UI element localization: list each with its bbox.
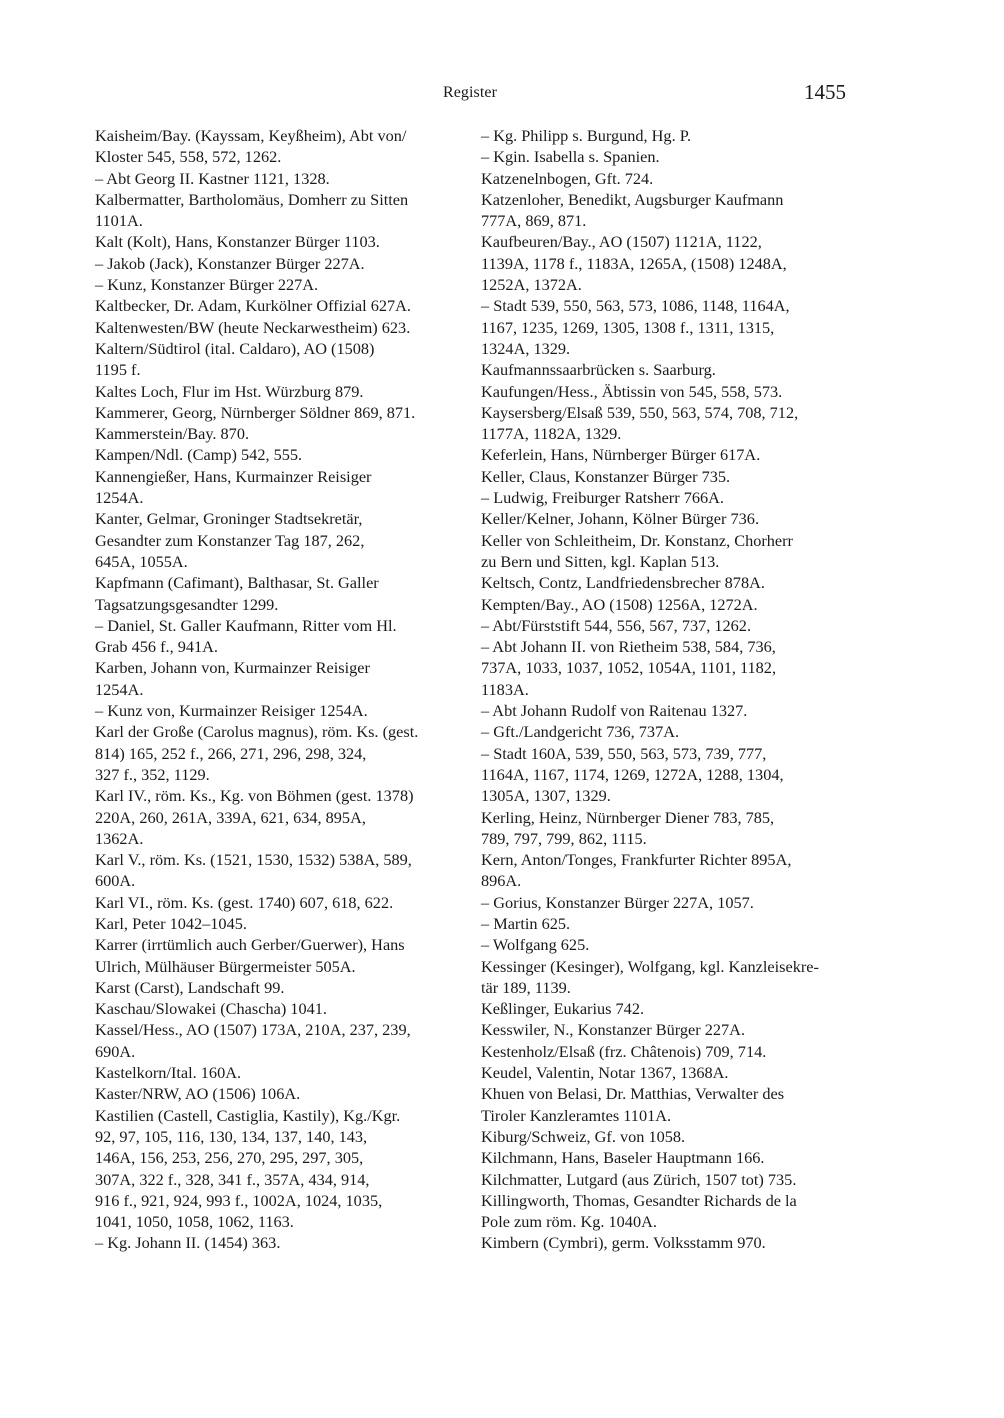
index-entry: [481, 1019, 853, 1040]
index-entry-line: – Stadt 160A, 539, 550, 563, 573, 739, 777,: [481, 743, 767, 763]
index-entry-line: 1177A, 1182A, 1329.: [481, 424, 622, 444]
index-entry-line: Katzenelnbogen, Gft. 724.: [481, 168, 654, 188]
index-entry: [95, 1019, 467, 1062]
index-entry-line: 916 f., 921, 924, 993 f., 1002A, 1024, 1035,: [95, 1190, 383, 1210]
index-entry-line: 92, 97, 105, 116, 130, 134, 137, 140, 143,: [95, 1126, 368, 1146]
index-entry-line: Kaltern/Südtirol (ital. Caldaro), AO (1508): [95, 338, 375, 358]
index-entry: [95, 338, 467, 381]
index-entry: [481, 359, 853, 380]
page-number: 1455: [804, 80, 846, 104]
index-entry: [95, 274, 467, 295]
index-entry: [481, 615, 853, 636]
index-entry-line: Karben, Johann von, Kurmainzer Reisiger: [95, 658, 370, 678]
running-title: Register: [442, 84, 498, 101]
index-entry-line: – Abt Johann II. von Rietheim 538, 584, 736,: [481, 637, 776, 657]
index-entry: [481, 1083, 853, 1126]
index-entry-line: – Gft./Landgericht 736, 737A.: [481, 722, 680, 742]
index-entry: [481, 530, 853, 573]
index-entry: [481, 934, 853, 955]
index-entry-line: 1324A, 1329.: [481, 338, 571, 358]
index-entry-line: – Stadt 539, 550, 563, 573, 1086, 1148, 1164A,: [481, 296, 790, 316]
index-entry-line: Grab 456 f., 941A.: [95, 637, 218, 657]
index-entry-line: 1101A.: [95, 211, 143, 231]
index-entry: [95, 1232, 467, 1253]
index-entry-line: 1139A, 1178 f., 1183A, 1265A, (1508) 1248A,: [481, 253, 787, 273]
index-entry: [481, 146, 853, 167]
index-entry-line: Keltsch, Contz, Landfriedensbrecher 878A.: [481, 573, 765, 593]
index-entry-line: Kilchmatter, Lutgard (aus Zürich, 1507 tot) 735.: [481, 1169, 797, 1189]
index-entry-line: Keller/Kelner, Johann, Kölner Bürger 736.: [481, 509, 760, 529]
index-entry: [481, 125, 853, 146]
index-entry-line: Kesswiler, N., Konstanzer Bürger 227A.: [481, 1020, 746, 1040]
index-entry-line: Kiburg/Schweiz, Gf. von 1058.: [481, 1126, 686, 1146]
index-entry: [481, 721, 853, 742]
index-entry-line: tär 189, 1139.: [481, 977, 571, 997]
index-entry-line: Karl VI., röm. Ks. (gest. 1740) 607, 618, 622.: [95, 892, 394, 912]
index-entry: [481, 892, 853, 913]
index-entry: [95, 381, 467, 402]
index-entry-line: 1252A, 1372A.: [481, 275, 582, 295]
index-entry: [95, 125, 467, 168]
index-entry-line: – Daniel, St. Galler Kaufmann, Ritter vom Hl.: [95, 615, 397, 635]
index-entry-line: Katzenloher, Benedikt, Augsburger Kaufmann: [481, 189, 784, 209]
index-entry-line: 690A.: [95, 1041, 136, 1061]
index-entry-line: Killingworth, Thomas, Gesandter Richards de la: [481, 1190, 797, 1210]
index-entry-line: – Abt Georg II. Kastner 1121, 1328.: [95, 168, 330, 188]
index-entry-line: 789, 797, 799, 862, 1115.: [481, 828, 647, 848]
index-entry-line: Kaisheim/Bay. (Kayssam, Keyßheim), Abt von/: [95, 126, 407, 145]
index-entry: [95, 466, 467, 509]
index-entry: [95, 977, 467, 998]
index-entry: [95, 402, 467, 423]
index-entry-line: Kaufbeuren/Bay., AO (1507) 1121A, 1122,: [481, 232, 762, 252]
index-entry: [481, 636, 853, 700]
index-entry: [481, 381, 853, 402]
index-entry: [95, 231, 467, 252]
index-entry: [481, 508, 853, 529]
index-entry-line: Keller von Schleitheim, Dr. Konstanz, Chorherr: [481, 530, 793, 550]
index-entry-line: Karl V., röm. Ks. (1521, 1530, 1532) 538A, 589,: [95, 850, 412, 870]
index-entry-line: 645A, 1055A.: [95, 551, 188, 571]
index-entry-line: 814) 165, 252 f., 266, 271, 296, 298, 324,: [95, 743, 367, 763]
index-entry-line: – Kg. Philipp s. Burgund, Hg. P.: [481, 126, 692, 145]
index-entry-line: Kimbern (Cymbri), germ. Volksstamm 970.: [481, 1233, 766, 1253]
index-entry-line: Tiroler Kanzleramtes 1101A.: [481, 1105, 672, 1125]
index-entry-line: – Kgin. Isabella s. Spanien.: [481, 147, 660, 167]
index-entry: [481, 1041, 853, 1062]
index-entry: [481, 849, 853, 892]
index-entry-line: Kaufmannssaarbrücken s. Saarburg.: [481, 360, 716, 380]
index-entry-line: Keferlein, Hans, Nürnberger Bürger 617A.: [481, 445, 761, 465]
index-entry: [481, 1062, 853, 1083]
index-entry-line: Kammerer, Georg, Nürnberger Söldner 869, 871.: [95, 402, 416, 422]
index-entry-line: 1167, 1235, 1269, 1305, 1308 f., 1311, 1315,: [481, 317, 775, 337]
index-entry: [481, 1190, 853, 1233]
index-entry-line: 220A, 260, 261A, 339A, 621, 634, 895A,: [95, 807, 366, 827]
index-entry-line: – Kunz von, Kurmainzer Reisiger 1254A.: [95, 701, 368, 721]
running-head: [0, 82, 1004, 106]
index-entry-line: – Martin 625.: [481, 913, 571, 933]
index-entry: [481, 487, 853, 508]
index-entry: [481, 402, 853, 445]
index-entry-line: Karl der Große (Carolus magnus), röm. Ks. (gest.: [95, 722, 419, 742]
index-entry: [481, 700, 853, 721]
index-entry-line: Kannengießer, Hans, Kurmainzer Reisiger: [95, 466, 372, 486]
index-entry: [481, 956, 853, 999]
index-entry: [95, 189, 467, 232]
index-entry: [481, 168, 853, 189]
index-entry: [481, 594, 853, 615]
index-entry-line: – Kunz, Konstanzer Bürger 227A.: [95, 275, 319, 295]
index-entry: [481, 807, 853, 850]
index-entry-line: Kapfmann (Cafimant), Balthasar, St. Galler: [95, 573, 379, 593]
index-entry-line: Kanter, Gelmar, Groninger Stadtsekretär,: [95, 509, 363, 529]
index-entry-line: – Wolfgang 625.: [481, 935, 590, 955]
index-entry-line: Gesandter zum Konstanzer Tag 187, 262,: [95, 530, 365, 550]
index-entry-line: 327 f., 352, 1129.: [95, 764, 210, 784]
index-entry-line: 600A.: [95, 871, 136, 891]
index-entry-line: Kern, Anton/Tonges, Frankfurter Richter 895A,: [481, 850, 792, 870]
index-entry: [95, 508, 467, 572]
index-entry: [95, 892, 467, 913]
index-entry-line: Keßlinger, Eukarius 742.: [481, 999, 645, 1019]
index-entry-line: Kastelkorn/Ital. 160A.: [95, 1063, 242, 1083]
index-entry-line: Khuen von Belasi, Dr. Matthias, Verwalter des: [481, 1084, 785, 1104]
index-entry: [95, 1083, 467, 1104]
index-entry-line: – Abt Johann Rudolf von Raitenau 1327.: [481, 701, 748, 721]
index-entry: [95, 295, 467, 316]
index-entry: [481, 1232, 853, 1253]
index-entry-line: 146A, 156, 253, 256, 270, 295, 297, 305,: [95, 1148, 364, 1168]
index-entry-line: 307A, 322 f., 328, 341 f., 357A, 434, 914,: [95, 1169, 370, 1189]
index-entry-line: 1305A, 1307, 1329.: [481, 786, 611, 806]
index-entry-line: Kaster/NRW, AO (1506) 106A.: [95, 1084, 301, 1104]
index-entry-line: 1183A.: [481, 679, 529, 699]
index-entry: [481, 189, 853, 232]
index-entry-line: 896A.: [481, 871, 522, 891]
index-entry: [481, 466, 853, 487]
index-entry: [481, 998, 853, 1019]
index-entry: [95, 934, 467, 977]
index-entry-line: Kalt (Kolt), Hans, Konstanzer Bürger 1103.: [95, 232, 380, 252]
index-entry: [95, 615, 467, 658]
index-entry: [95, 849, 467, 892]
index-entry-line: Keller, Claus, Konstanzer Bürger 735.: [481, 466, 731, 486]
index-entry: [481, 743, 853, 807]
index-entry-line: Kerling, Heinz, Nürnberger Diener 783, 785,: [481, 807, 775, 827]
index-column-right: [481, 125, 853, 1254]
index-entry-line: Kloster 545, 558, 572, 1262.: [95, 147, 282, 167]
index-entry-line: Kaltes Loch, Flur im Hst. Würzburg 879.: [95, 381, 364, 401]
index-entry: [95, 700, 467, 721]
index-entry-line: 1164A, 1167, 1174, 1269, 1272A, 1288, 1304,: [481, 764, 784, 784]
index-entry-line: 777A, 869, 871.: [481, 211, 587, 231]
index-entry-line: Karl IV., röm. Ks., Kg. von Böhmen (gest. 1378): [95, 786, 414, 806]
index-entry-line: Kassel/Hess., AO (1507) 173A, 210A, 237, 239,: [95, 1020, 411, 1040]
index-entry-line: – Jakob (Jack), Konstanzer Bürger 227A.: [95, 253, 365, 273]
index-entry-line: 1362A.: [95, 828, 144, 848]
index-entry-line: Kalbermatter, Bartholomäus, Domherr zu Sitten: [95, 189, 409, 209]
index-entry: [95, 721, 467, 785]
index-entry: [95, 1105, 467, 1233]
index-entry-line: Kilchmann, Hans, Baseler Hauptmann 166.: [481, 1148, 765, 1168]
index-entry: [95, 913, 467, 934]
index-entry: [481, 231, 853, 295]
index-entry-line: Kastilien (Castell, Castiglia, Kastily), Kg./Kgr.: [95, 1105, 401, 1125]
index-entry-line: – Kg. Johann II. (1454) 363.: [95, 1233, 281, 1253]
index-entry-line: 1041, 1050, 1058, 1062, 1163.: [95, 1212, 294, 1232]
index-entry-line: Karst (Carst), Landschaft 99.: [95, 977, 285, 997]
index-entry-line: Karl, Peter 1042–1045.: [95, 913, 247, 933]
index-entry-line: 737A, 1033, 1037, 1052, 1054A, 1101, 1182,: [481, 658, 777, 678]
index-entry-line: Karrer (irrtümlich auch Gerber/Guerwer), Hans: [95, 935, 405, 955]
index-entry-line: zu Bern und Sitten, kgl. Kaplan 513.: [481, 551, 720, 571]
index-entry: [95, 657, 467, 700]
index-entry-line: Ulrich, Mülhäuser Bürgermeister 505A.: [95, 956, 356, 976]
index-entry: [95, 1062, 467, 1083]
index-entry-line: – Ludwig, Freiburger Ratsherr 766A.: [481, 488, 724, 508]
index-entry-line: – Gorius, Konstanzer Bürger 227A, 1057.: [481, 892, 754, 912]
index-entry: [95, 998, 467, 1019]
index-entry-line: Kammerstein/Bay. 870.: [95, 424, 250, 444]
index-entry-line: 1254A.: [95, 488, 144, 508]
index-entry-line: Kempten/Bay., AO (1508) 1256A, 1272A.: [481, 594, 758, 614]
index-entry: [95, 785, 467, 849]
index-entry-line: Kaschau/Slowakei (Chascha) 1041.: [95, 999, 327, 1019]
index-entry-line: Kaufungen/Hess., Äbtissin von 545, 558, 573.: [481, 381, 783, 401]
index-entry-line: Pole zum röm. Kg. 1040A.: [481, 1212, 657, 1232]
index-entry-line: Kaysersberg/Elsaß 539, 550, 563, 574, 708, 712,: [481, 402, 799, 422]
index-entry-line: 1254A.: [95, 679, 144, 699]
index-entry: [481, 1147, 853, 1168]
index-entry: [481, 913, 853, 934]
index-entry: [481, 1126, 853, 1147]
index-entry-line: Kaltenwesten/BW (heute Neckarwestheim) 623.: [95, 317, 411, 337]
index-entry: [95, 253, 467, 274]
index-entry: [95, 444, 467, 465]
index-entry-line: Kessinger (Kesinger), Wolfgang, kgl. Kanzleisekre-: [481, 956, 819, 976]
index-entry: [95, 168, 467, 189]
index-entry: [481, 295, 853, 359]
index-entry: [95, 572, 467, 615]
index-entry: [95, 423, 467, 444]
index-entry: [481, 1169, 853, 1190]
index-entry: [481, 444, 853, 465]
index-entry-line: – Abt/Fürststift 544, 556, 567, 737, 1262.: [481, 615, 752, 635]
index-entry: [481, 572, 853, 593]
index-entry: [95, 317, 467, 338]
index-entry-line: Tagsatzungsgesandter 1299.: [95, 594, 279, 614]
index-entry-line: Kestenholz/Elsaß (frz. Châtenois) 709, 714.: [481, 1041, 767, 1061]
index-entry-line: Kampen/Ndl. (Camp) 542, 555.: [95, 445, 303, 465]
index-entry-line: Keudel, Valentin, Notar 1367, 1368A.: [481, 1063, 729, 1083]
index-entry-line: Kaltbecker, Dr. Adam, Kurkölner Offizial 627A.: [95, 296, 411, 316]
index-column-left: [95, 125, 467, 1254]
index-entry-line: 1195 f.: [95, 360, 141, 380]
